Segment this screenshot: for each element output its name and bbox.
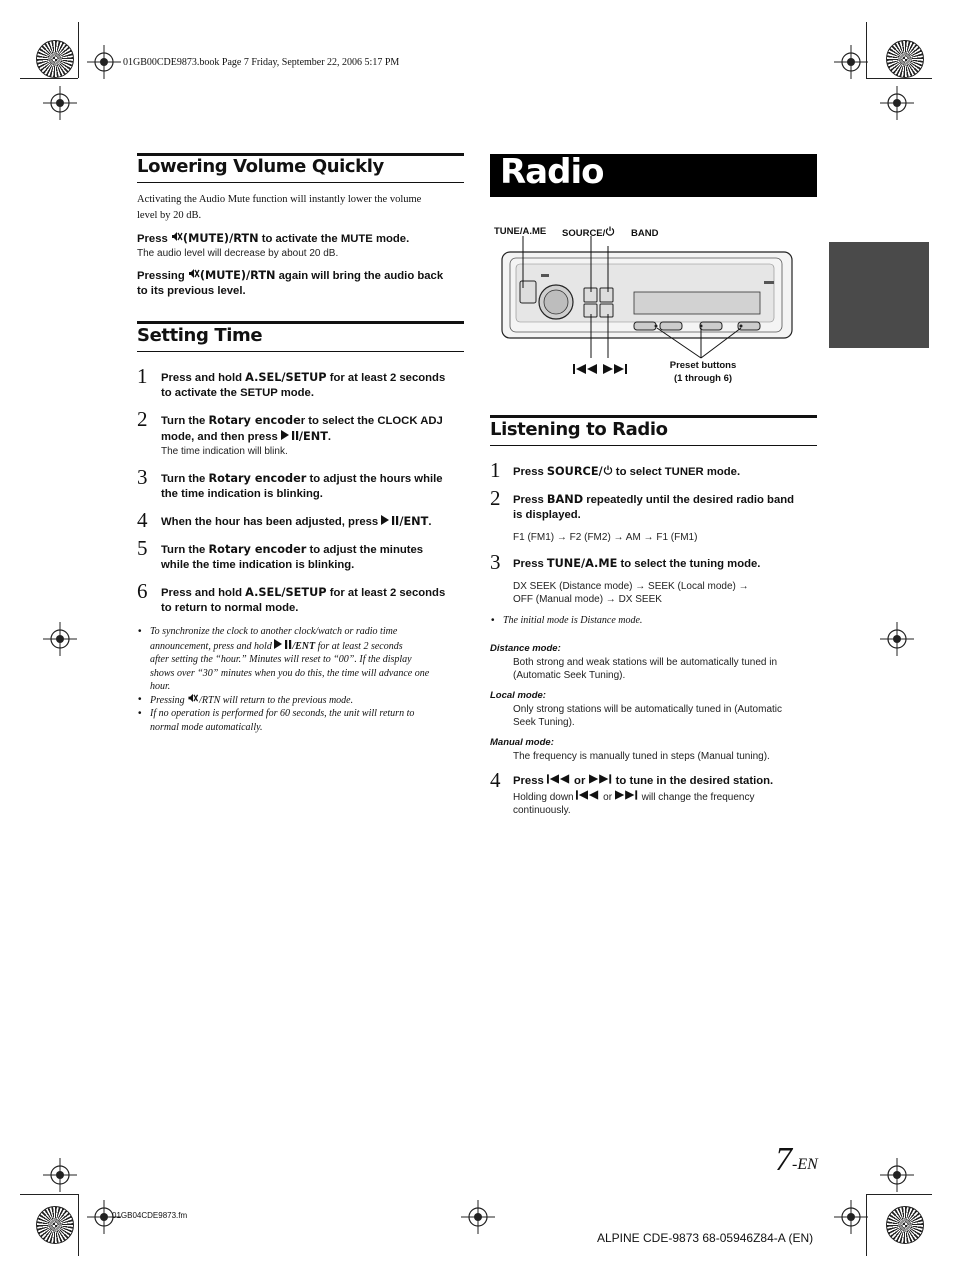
- registration-mark-icon: [880, 86, 914, 120]
- step-number: 2: [490, 486, 501, 510]
- note-no-operation: If no operation is performed for 60 seconds, the unit will return to normal mode automatically.: [150, 708, 415, 733]
- crop-line: [78, 1194, 79, 1256]
- print-color-wheel-mark: [886, 1206, 924, 1244]
- play-pause-icon: [381, 515, 399, 525]
- bullet-dot: •: [138, 626, 142, 637]
- section-side-tab: [829, 242, 929, 348]
- setting-step-2: Turn the Rotary encoder to select the CLOCK ADJ mode, and then press /ENT.: [161, 414, 443, 443]
- crop-line: [866, 78, 932, 79]
- section-rule-bottom: [490, 445, 817, 446]
- registration-mark-icon: [43, 622, 77, 656]
- skip-forward-icon: [615, 790, 639, 800]
- section-title-setting-time: Setting Time: [137, 325, 263, 346]
- skip-forward-icon: [603, 364, 629, 374]
- step-number: 1: [137, 364, 148, 388]
- skip-back-icon: [573, 364, 599, 374]
- skip-back-icon: [576, 790, 600, 800]
- step-number: 3: [137, 465, 148, 489]
- setting-step-2-sub: The time indication will blink.: [161, 446, 288, 457]
- crop-line: [78, 22, 79, 78]
- unmute-instruction: Pressing (MUTE)/RTN again will bring the audio back to its previous level.: [137, 269, 444, 297]
- section-rule-bottom: [137, 351, 464, 352]
- setting-step-4: When the hour has been adjusted, press /ENT.: [161, 515, 432, 528]
- step-number: 6: [137, 579, 148, 603]
- setting-step-3: Turn the Rotary encoder to adjust the hours while the time indication is blinking.: [161, 472, 443, 500]
- crop-line: [20, 78, 78, 79]
- registration-mark-icon: [43, 86, 77, 120]
- note-initial-mode: The initial mode is Distance mode.: [503, 615, 643, 626]
- step-number: 5: [137, 536, 148, 560]
- car-stereo-faceplate-diagram: [500, 236, 800, 376]
- crop-line: [20, 1194, 78, 1195]
- mute-sub-text: The audio level will decrease by about 20 dB.: [137, 248, 339, 259]
- section-rule-bottom: [137, 182, 464, 183]
- note-pressing-mute: Pressing /RTN will return to the previous mode.: [150, 695, 354, 706]
- skip-back-icon: [547, 774, 571, 784]
- label-distance-mode: Distance mode:: [490, 643, 561, 654]
- section-rule-top: [137, 321, 464, 324]
- tuning-mode-sequence: DX SEEK (Distance mode) → SEEK (Local mode) → OFF (Manual mode) → DX SEEK: [513, 581, 749, 605]
- intro-paragraph: Activating the Audio Mute function will instantly lower the volume level by 20 dB.: [137, 194, 422, 221]
- play-pause-icon: [281, 430, 299, 440]
- print-color-wheel-mark: [36, 1206, 74, 1244]
- book-header-line: 01GB00CDE9873.book Page 7 Friday, September 22, 2006 5:17 PM: [123, 57, 400, 68]
- listening-step-2: Press BAND repeatedly until the desired radio band is displayed.: [513, 493, 795, 521]
- mute-icon: [187, 693, 199, 703]
- label-preset-buttons: Preset buttons (1 through 6): [669, 360, 737, 384]
- page-number-suffix: -EN: [792, 1156, 818, 1173]
- crop-line: [866, 1194, 867, 1256]
- setting-step-6: Press and hold A.SEL/SETUP for at least 2 seconds to return to normal mode.: [161, 586, 446, 614]
- step-number: 3: [490, 550, 501, 574]
- label-tune-ame: TUNE/A.ME: [494, 226, 547, 237]
- mute-icon: [188, 268, 200, 279]
- label-band: BAND: [631, 228, 659, 239]
- crop-line: [866, 22, 867, 78]
- skip-forward-icon: [589, 774, 613, 784]
- listening-step-1: Press SOURCE/ to select TUNER mode.: [513, 465, 741, 478]
- bullet-dot: •: [491, 615, 495, 626]
- file-name-footer: 01GB04CDE9873.fm: [112, 1211, 188, 1220]
- section-title-lowering-volume: Lowering Volume Quickly: [137, 156, 384, 177]
- page-number: 7: [775, 1141, 792, 1178]
- setting-step-1: Press and hold A.SEL/SETUP for at least 2 seconds to activate the SETUP mode.: [161, 371, 446, 399]
- registration-mark-icon: [880, 622, 914, 656]
- registration-mark-icon: [834, 45, 868, 79]
- label-manual-mode: Manual mode:: [490, 737, 554, 748]
- mute-icon: [171, 231, 183, 242]
- model-footer: ALPINE CDE-9873 68-05946Z84-A (EN): [597, 1231, 814, 1245]
- registration-mark-icon: [880, 1158, 914, 1192]
- distance-mode-description: Both strong and weak stations will be automatically tuned in (Automatic Seek Tuning).: [513, 657, 778, 681]
- band-sequence: F1 (FM1) → F2 (FM2) → AM → F1 (FM1): [513, 532, 698, 543]
- section-title-listening: Listening to Radio: [490, 419, 668, 440]
- label-source: SOURCE/: [562, 226, 615, 239]
- listening-step-3: Press TUNE/A.ME to select the tuning mode.: [513, 557, 761, 570]
- chapter-title-radio: Radio: [500, 152, 604, 192]
- label-local-mode: Local mode:: [490, 690, 546, 701]
- bullet-dot: •: [138, 694, 142, 705]
- power-icon: [605, 226, 615, 236]
- registration-mark-icon: [87, 45, 121, 79]
- play-pause-icon: [274, 639, 292, 649]
- bullet-dot: •: [138, 708, 142, 719]
- mute-instruction: Press (MUTE)/RTN to activate the MUTE mode.: [137, 232, 410, 245]
- step-number: 2: [137, 407, 148, 431]
- crop-line: [866, 1194, 932, 1195]
- print-color-wheel-mark: [36, 40, 74, 78]
- step-number: 4: [490, 768, 501, 792]
- listening-step-4-sub: Holding down or will change the frequency continuously.: [513, 792, 755, 816]
- registration-mark-icon: [834, 1200, 868, 1234]
- listening-step-4: Press or to tune in the desired station.: [513, 775, 774, 787]
- registration-mark-icon: [461, 1200, 495, 1234]
- registration-mark-icon: [43, 1158, 77, 1192]
- local-mode-description: Only strong stations will be automatically tuned in (Automatic Seek Tuning).: [513, 704, 783, 728]
- step-number: 4: [137, 508, 148, 532]
- note-synchronize: To synchronize the clock to another clock/watch or radio time announcement, press and hold /ENT for at least 2 seconds after setting the “hour.” Minutes will reset to “00”. If the display shows over “30” minutes when you do this, the time will advance one hour.: [150, 626, 430, 692]
- print-color-wheel-mark: [886, 40, 924, 78]
- section-rule-top: [490, 415, 817, 418]
- step-number: 1: [490, 458, 501, 482]
- manual-mode-description: The frequency is manually tuned in steps (Manual tuning).: [513, 751, 770, 762]
- setting-step-5: Turn the Rotary encoder to adjust the minutes while the time indication is blinking.: [161, 543, 424, 571]
- power-icon: [603, 465, 613, 475]
